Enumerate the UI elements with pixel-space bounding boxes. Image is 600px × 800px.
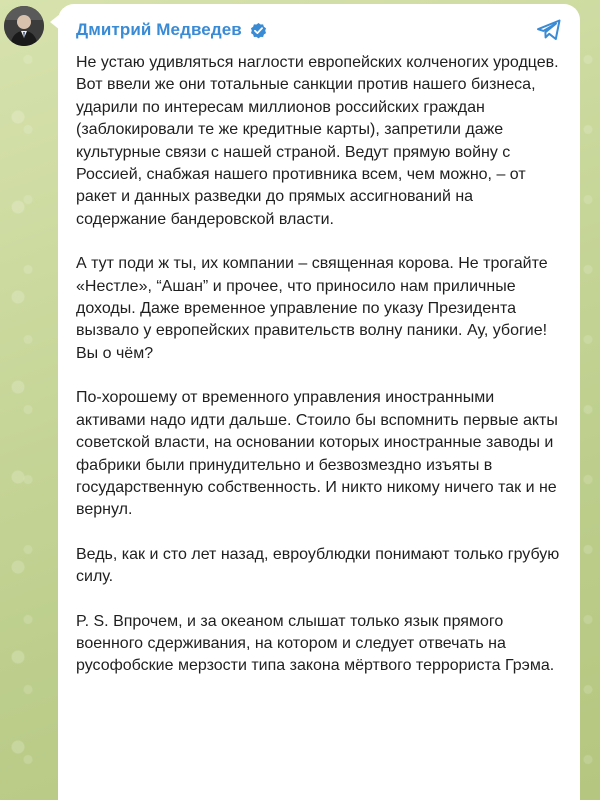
post-paragraph: По-хорошему от временного управления иностранными активами надо идти дальше. Стоило бы вспомнить первые акты советской власти, на основании которых иностранные заводы и фабрики были принудительно и безвозмездно изъяты в государственную собственность. И никто никому ничего так и не вернул. xyxy=(76,389,558,519)
post-paragraph: P. S. Впрочем, и за океаном слышат только язык прямого военного сдерживания, на котором и следует отвечать на русофобские мерзости типа закона мёртвого террориста Грэма. xyxy=(76,612,555,675)
post-paragraph: Ведь, как и сто лет назад, евроублюдки понимают только грубую силу. xyxy=(76,545,560,586)
post-paragraph: А тут поди ж ты, их компании – священная корова. Не трогайте «Нестле», “Ашан” и прочее, что приносило нам приличные доходы. Даже временное управление по указу Президента вызвало у европейских правительств волну паники. Ау, убогие! Вы о чём? xyxy=(76,255,548,362)
post-text xyxy=(76,52,564,678)
message-bubble xyxy=(58,4,580,800)
channel-avatar[interactable] xyxy=(4,6,44,46)
telegram-share-icon[interactable] xyxy=(534,15,564,45)
avatar-portrait-icon xyxy=(4,6,44,46)
post-paragraph: Не устаю удивляться наглости европейских колченогих уродцев. Вот ввели же они тотальные санкции против нашего бизнеса, ударили по интересам миллионов российских граждан (заблокировали те же кредитные карты), запретили даже культурные связи с нашей страной. Ведут прямую войну с Россией, снабжая нашего противника всем, чем можно, – от ракет и данных разведки до прямых ассигнований на содержание бандеровской власти. xyxy=(76,54,559,228)
verified-badge-icon xyxy=(249,21,268,40)
message-header xyxy=(76,16,564,44)
channel-name[interactable]: Дмитрий Медведев xyxy=(76,20,242,39)
